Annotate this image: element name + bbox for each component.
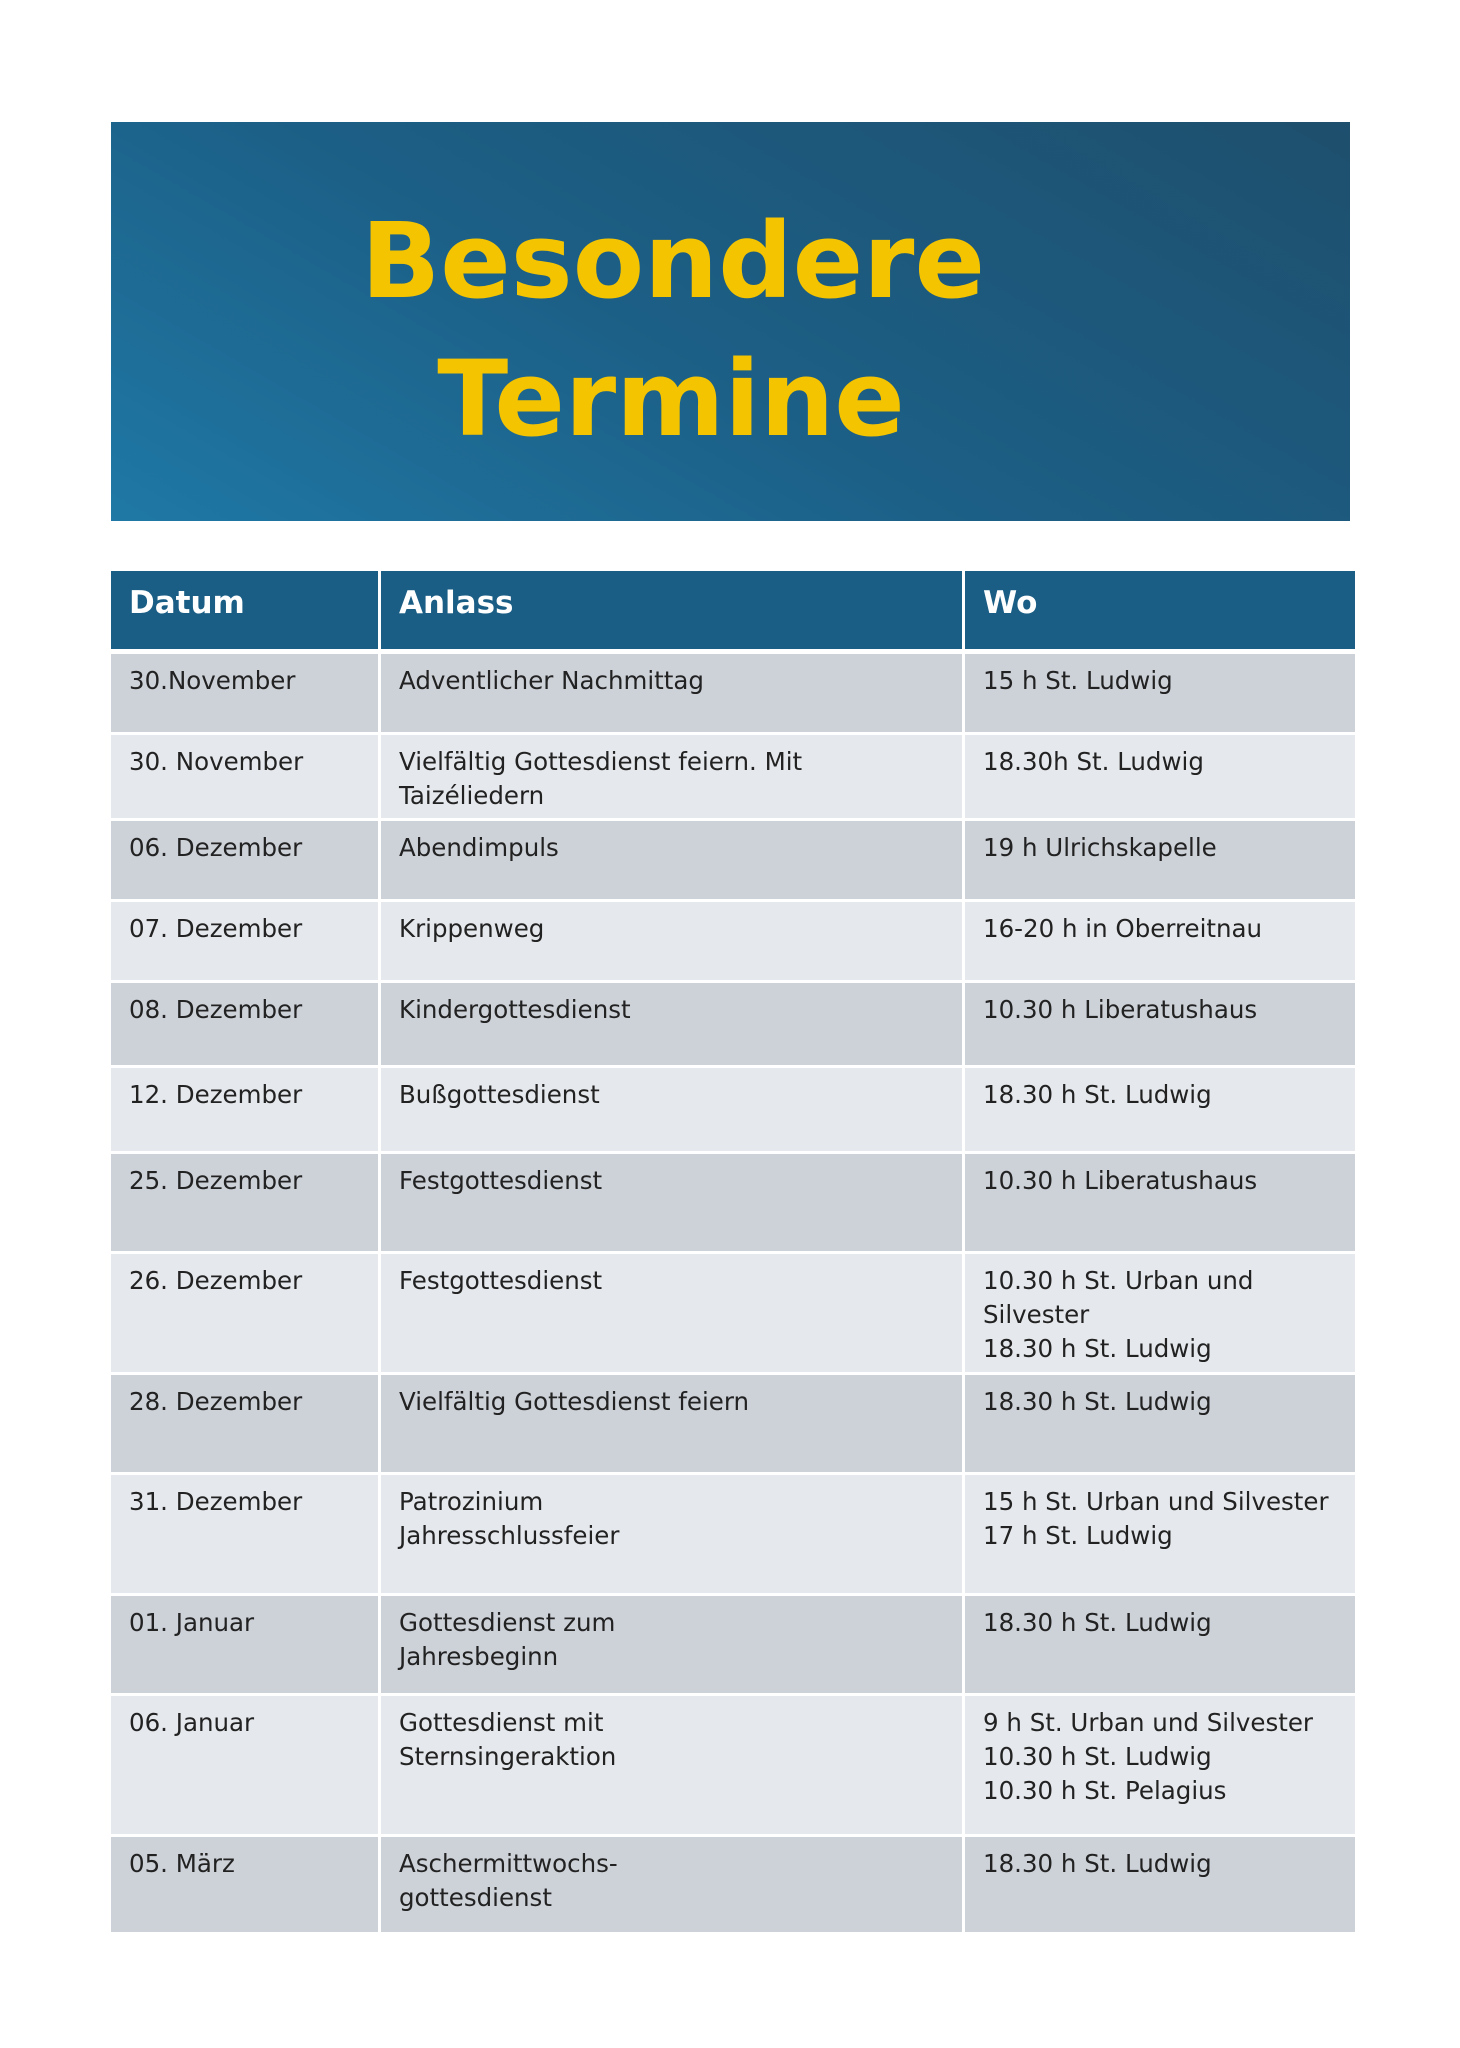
cell-datum: 07. Dezember xyxy=(111,902,381,983)
page-title-line-1: Besondere xyxy=(361,200,985,322)
cell-anlass: Festgottesdienst xyxy=(381,1254,965,1375)
cell-anlass: Adventlicher Nachmittag xyxy=(381,654,965,735)
table-row xyxy=(111,735,1355,821)
column-header-anlass: Anlass xyxy=(381,571,965,654)
title-banner xyxy=(111,122,1350,521)
column-header-datum: Datum xyxy=(111,571,381,654)
table-row xyxy=(111,1596,1355,1696)
table-row xyxy=(111,821,1355,902)
cell-datum: 30.November xyxy=(111,654,381,735)
cell-datum: 31. Dezember xyxy=(111,1475,381,1596)
cell-anlass: Krippenweg xyxy=(381,902,965,983)
cell-datum: 30. November xyxy=(111,735,381,821)
cell-wo: 18.30h St. Ludwig xyxy=(965,735,1355,821)
cell-datum: 28. Dezember xyxy=(111,1375,381,1475)
table-row xyxy=(111,1375,1355,1475)
cell-wo: 9 h St. Urban und Silvester 10.30 h St. Ludwig 10.30 h St. Pelagius xyxy=(965,1696,1355,1837)
cell-anlass: Abendimpuls xyxy=(381,821,965,902)
cell-anlass: Patrozinium Jahresschlussfeier xyxy=(381,1475,965,1596)
cell-wo: 18.30 h St. Ludwig xyxy=(965,1375,1355,1475)
cell-wo: 18.30 h St. Ludwig xyxy=(965,1837,1355,1935)
table-row xyxy=(111,1837,1355,1935)
cell-datum: 06. Januar xyxy=(111,1696,381,1837)
cell-anlass: Aschermittwochs- gottesdienst xyxy=(381,1837,965,1935)
cell-datum: 08. Dezember xyxy=(111,983,381,1068)
cell-anlass: Vielfältig Gottesdienst feiern. Mit Taizéliedern xyxy=(381,735,965,821)
table-header-row xyxy=(111,571,1355,654)
cell-wo: 10.30 h Liberatushaus xyxy=(965,983,1355,1068)
cell-anlass: Vielfältig Gottesdienst feiern xyxy=(381,1375,965,1475)
cell-anlass: Kindergottesdienst xyxy=(381,983,965,1068)
cell-datum: 25. Dezember xyxy=(111,1154,381,1254)
table-row xyxy=(111,654,1355,735)
cell-wo: 16-20 h in Oberreitnau xyxy=(965,902,1355,983)
cell-anlass: Gottesdienst zum Jahresbeginn xyxy=(381,1596,965,1696)
page-title-line-2: Termine xyxy=(437,338,905,460)
cell-datum: 05. März xyxy=(111,1837,381,1935)
table-row xyxy=(111,983,1355,1068)
page-title xyxy=(361,192,985,468)
column-header-wo: Wo xyxy=(965,571,1355,654)
table-row xyxy=(111,902,1355,983)
table-row xyxy=(111,1696,1355,1837)
cell-wo: 18.30 h St. Ludwig xyxy=(965,1596,1355,1696)
cell-wo: 10.30 h Liberatushaus xyxy=(965,1154,1355,1254)
cell-anlass: Gottesdienst mit Sternsingeraktion xyxy=(381,1696,965,1837)
table-row xyxy=(111,1154,1355,1254)
cell-wo: 18.30 h St. Ludwig xyxy=(965,1068,1355,1154)
cell-datum: 01. Januar xyxy=(111,1596,381,1696)
schedule-table xyxy=(111,571,1355,1935)
cell-wo: 10.30 h St. Urban und Silvester 18.30 h St. Ludwig xyxy=(965,1254,1355,1375)
table-row xyxy=(111,1254,1355,1375)
table-row xyxy=(111,1475,1355,1596)
cell-wo: 15 h St. Ludwig xyxy=(965,654,1355,735)
cell-datum: 06. Dezember xyxy=(111,821,381,902)
cell-anlass: Bußgottesdienst xyxy=(381,1068,965,1154)
cell-datum: 26. Dezember xyxy=(111,1254,381,1375)
cell-wo: 19 h Ulrichskapelle xyxy=(965,821,1355,902)
table-row xyxy=(111,1068,1355,1154)
cell-anlass: Festgottesdienst xyxy=(381,1154,965,1254)
cell-wo: 15 h St. Urban und Silvester 17 h St. Ludwig xyxy=(965,1475,1355,1596)
cell-datum: 12. Dezember xyxy=(111,1068,381,1154)
